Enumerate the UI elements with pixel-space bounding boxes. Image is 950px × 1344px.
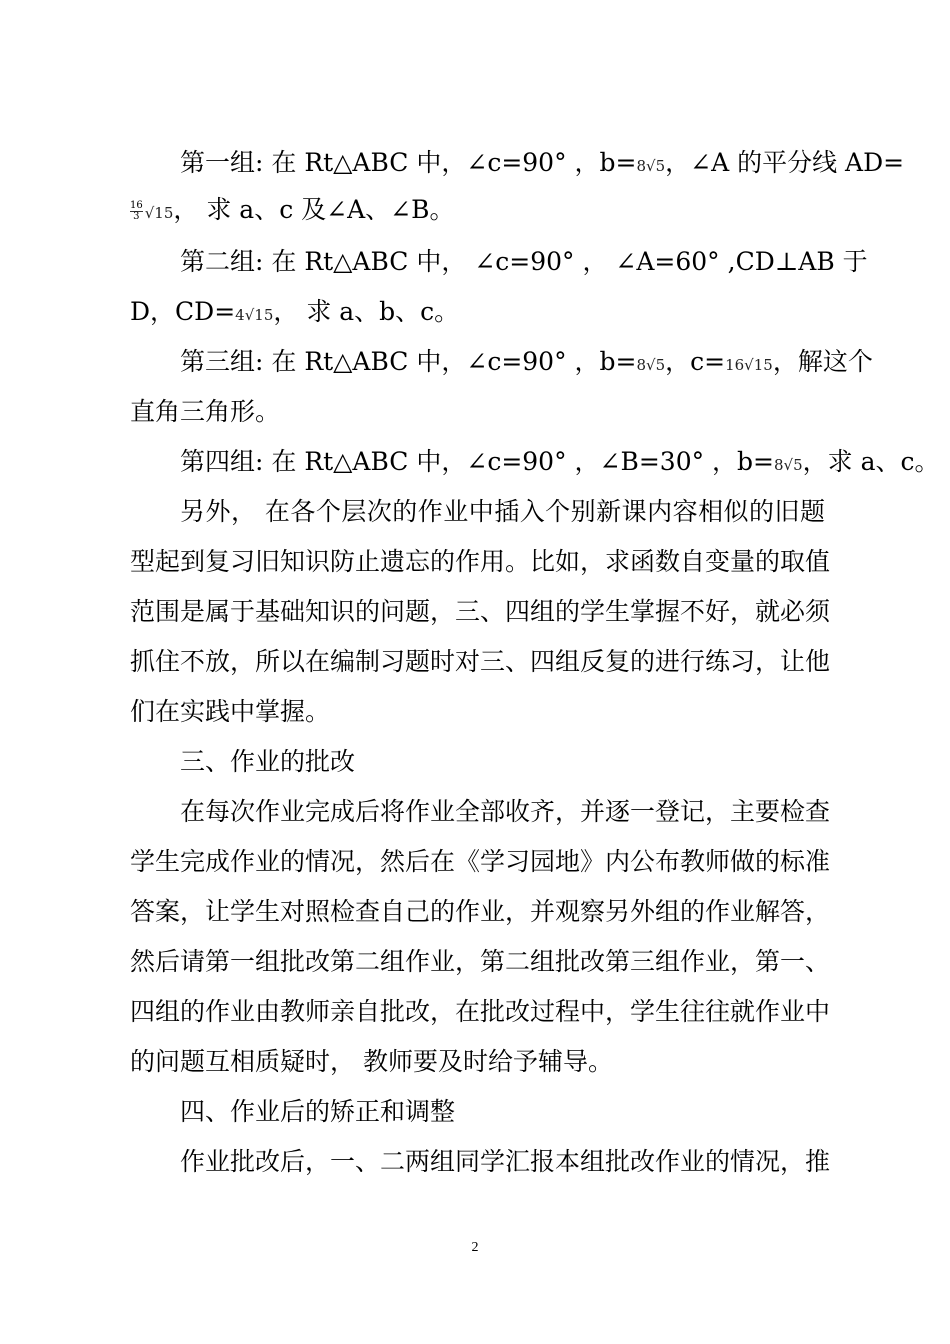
group2-line2 — [130, 292, 825, 332]
group4-line — [180, 442, 940, 482]
text-span: 第三组: 在 Rt△ABC 中，∠c=90° ，b= — [180, 347, 637, 376]
fraction — [130, 201, 143, 222]
group3-line2: 直角三角形。 — [130, 397, 281, 426]
paragraph-line: 答案，让学生对照检查自己的作业，并观察另外组的作业解答， — [130, 897, 831, 926]
text-span: D，CD= — [130, 297, 236, 326]
text-span: ， 求 a、c 及∠A、∠B。 — [173, 195, 455, 224]
fraction-numerator: 16 — [130, 200, 143, 211]
math-expression: 8√5 — [636, 157, 666, 175]
text-span: ，求 a、c。 — [802, 447, 940, 476]
math-expression: 8√5 — [774, 456, 803, 474]
text-span: ， 求 a、b、c。 — [273, 297, 460, 326]
paragraph-line: 然后请第一组批改第二组作业，第二组批改第三组作业，第一、 — [130, 947, 831, 976]
text-span: ，c= — [665, 347, 726, 376]
section-heading-3: 三、作业的批改 — [180, 747, 356, 776]
paragraph-line: 的问题互相质疑时， 教师要及时给予辅导。 — [130, 1047, 613, 1076]
paragraph-line: 抓住不放，所以在编制习题时对三、四组反复的进行练习，让他 — [130, 647, 831, 676]
fraction-denominator: 3 — [133, 211, 140, 222]
group3-line1 — [180, 342, 873, 382]
paragraph-line: 作业批改后，一、二两组同学汇报本组批改作业的情况，推 — [180, 1147, 831, 1176]
group2-line1: 第二组: 在 Rt△ABC 中， ∠c=90° ， ∠A=60° ,CD⊥AB 于 — [180, 247, 868, 276]
math-expression: 4√15 — [235, 306, 274, 324]
group1-line1 — [180, 143, 905, 183]
text-span: ，∠A 的平分线 AD= — [665, 148, 905, 177]
page-number: 2 — [471, 1240, 479, 1255]
math-expression: √15 — [144, 204, 174, 222]
group1-line2 — [130, 190, 825, 230]
text-span: 第四组: 在 Rt△ABC 中，∠c=90° ，∠B=30° ，b= — [180, 447, 775, 476]
paragraph-line: 们在实践中掌握。 — [130, 697, 331, 726]
math-expression: 8√5 — [636, 356, 666, 374]
text-span: ，解这个 — [772, 347, 873, 376]
paragraph-line: 在每次作业完成后将作业全部收齐，并逐一登记，主要检查 — [180, 797, 831, 826]
paragraph-line: 学生完成作业的情况，然后在《学习园地》内公布教师做的标准 — [130, 847, 831, 876]
paragraph-line: 四组的作业由教师亲自批改，在批改过程中，学生往往就作业中 — [130, 997, 831, 1026]
paragraph-line: 另外， 在各个层次的作业中插入个别新课内容相似的旧题 — [180, 497, 825, 526]
math-expression: 16√15 — [725, 356, 773, 374]
text-span: 第一组: 在 Rt△ABC 中，∠c=90° ，b= — [180, 148, 637, 177]
section-heading-4: 四、作业后的矫正和调整 — [180, 1097, 456, 1126]
paragraph-line: 型起到复习旧知识防止遗忘的作用。比如，求函数自变量的取值 — [130, 547, 831, 576]
paragraph-line: 范围是属于基础知识的问题，三、四组的学生掌握不好，就必须 — [130, 597, 831, 626]
